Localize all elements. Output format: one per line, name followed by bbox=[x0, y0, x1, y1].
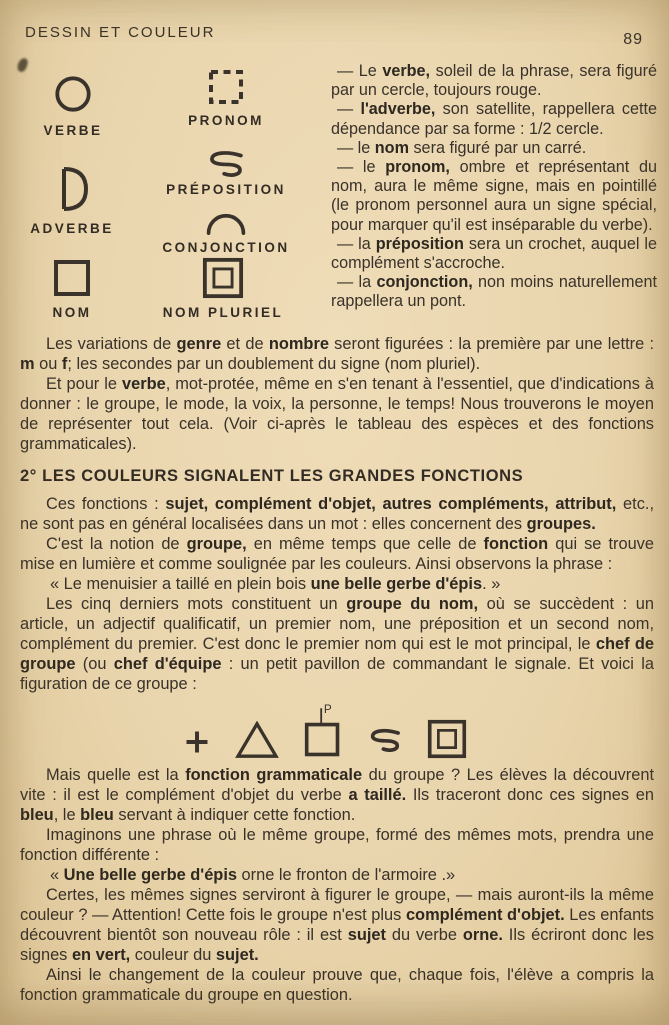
arc-bridge-icon bbox=[203, 213, 249, 235]
symbol-label: VERBE bbox=[43, 123, 103, 138]
symbol-label: NOM PLURIEL bbox=[162, 305, 284, 320]
hook-icon bbox=[367, 728, 403, 752]
double-square-icon bbox=[427, 719, 467, 759]
square-with-pennant-icon bbox=[303, 701, 343, 759]
ink-smudge bbox=[16, 57, 29, 73]
symbol-pronom bbox=[176, 68, 276, 128]
symbol-preposition bbox=[158, 150, 294, 197]
half-circle-d-icon bbox=[54, 166, 90, 212]
legend-item-pronom: — le pronom, ombre et représentant du nom, aura le même signe, mais en pointillé (le pronom personnel aura un signe spécial, pour marquer qu'il est inséparable du verbe). bbox=[331, 158, 657, 234]
plus-icon bbox=[183, 728, 211, 756]
legend-item-adverbe: — l'adverbe, son satellite, rappellera cette dépendance par sa forme : 1/2 cercle. bbox=[331, 100, 657, 138]
legend-item-preposition: — la préposition sera un crochet, auquel le complément s'accroche. bbox=[331, 234, 657, 273]
paragraph-genre-nombre: Les variations de genre et de nombre seront figurées : la première par une lettre : m ou f; les secondes par un doublement du signe (nom pluriel). bbox=[20, 335, 655, 373]
paragraph-fonctions: Ces fonctions : sujet, complément d'objet, autres compléments, attribut, etc., ne sont pas en général localisées dans un mot : elles concernent des groupes. bbox=[20, 495, 655, 533]
paragraph-verbe-protee: Et pour le verbe, mot-protée, même en s'en tenant à l'essentiel, que d'indications à donner : le groupe, le mode, la voix, la personne, le temps! Nous trouverons le moyen de représenter tout cela. (Voir ci-après le tableau des espèces et des fonctions grammaticales). bbox=[20, 375, 654, 453]
group-figure bbox=[20, 699, 654, 759]
body-text bbox=[20, 334, 654, 1005]
paragraph-fonction-grammaticale: Mais quelle est la fonction grammaticale du groupe ? Les élèves la découvrent vite : il est le complément d'objet du verbe a taillé. Ils traceront donc ces signes en bleu, le bleu servant à indiquer cette fonction. bbox=[20, 766, 655, 824]
hook-icon bbox=[205, 150, 247, 177]
symbol-conjonction bbox=[156, 213, 296, 255]
page-number: 89 bbox=[623, 31, 643, 48]
symbol-label: PRONOM bbox=[188, 113, 264, 128]
pennant-label: P bbox=[323, 702, 332, 716]
symbol-label: ADVERBE bbox=[30, 221, 114, 236]
quote-gerbe: « Une belle gerbe d'épis orne le fronton de l'armoire .» bbox=[50, 866, 456, 884]
circle-icon bbox=[53, 74, 93, 114]
symbol-label: PRÉPOSITION bbox=[166, 182, 286, 197]
symbol-verbe bbox=[32, 74, 114, 138]
legend-explanations bbox=[331, 62, 657, 312]
symbol-nom bbox=[26, 259, 118, 320]
legend-item-verbe: — Le verbe, soleil de la phrase, sera figuré par un cercle, toujours rouge. bbox=[331, 62, 657, 100]
legend-item-conjonction: — la conjonction, non moins naturellement rappellera un pont. bbox=[331, 273, 657, 311]
symbol-label: NOM bbox=[52, 305, 92, 320]
section-heading: 2° LES COULEURS SIGNALENT LES GRANDES FONCTIONS bbox=[20, 467, 524, 485]
paragraph-notion-groupe: C'est la notion de groupe, en même temps que celle de fonction qui se trouve mise en lumière et comme soulignée par les couleurs. Ainsi observons la phrase : bbox=[20, 535, 654, 573]
paragraph-imaginons: Imaginons une phrase où le même groupe, formé des mêmes mots, prendra une fonction différente : bbox=[20, 826, 654, 864]
quote-menuisier: « Le menuisier a taillé en plein bois une belle gerbe d'épis. » bbox=[50, 575, 501, 593]
symbol-nom-pluriel bbox=[150, 257, 296, 320]
triangle-icon bbox=[235, 721, 279, 759]
symbol-label: CONJONCTION bbox=[162, 240, 290, 255]
double-square-icon bbox=[202, 257, 244, 299]
legend-item-nom: — le nom sera figuré par un carré. bbox=[337, 138, 587, 157]
square-icon bbox=[53, 259, 91, 297]
running-title: DESSIN ET COULEUR bbox=[25, 24, 216, 41]
symbol-adverbe bbox=[14, 166, 130, 236]
paragraph-groupe-du-nom: Les cinq derniers mots constituent un groupe du nom, où se succèdent : un article, un adjectif qualificatif, un premier nom, une préposition et un second nom, complément du premier. C'est donc le premier nom qui est le mot principal, le chef de groupe (ou chef d'équipe : un petit pavillon de commandant le signale. Et voici la figuration de ce groupe : bbox=[20, 595, 654, 693]
paragraph-ainsi: Ainsi le changement de la couleur prouve que, chaque fois, l'élève a compris la fonction grammaticale du groupe en question. bbox=[20, 966, 654, 1004]
paragraph-certes: Certes, les mêmes signes serviront à figurer le groupe, — mais auront-ils la même couleur ? — Attention! Cette fois le groupe n'est plus complément d'objet. Les enfants découvrent bientôt son nouveau rôle : il est sujet du verbe orne. Ils écriront donc les signes en vert, couleur du sujet. bbox=[20, 886, 654, 964]
dashed-square-icon bbox=[207, 68, 245, 106]
